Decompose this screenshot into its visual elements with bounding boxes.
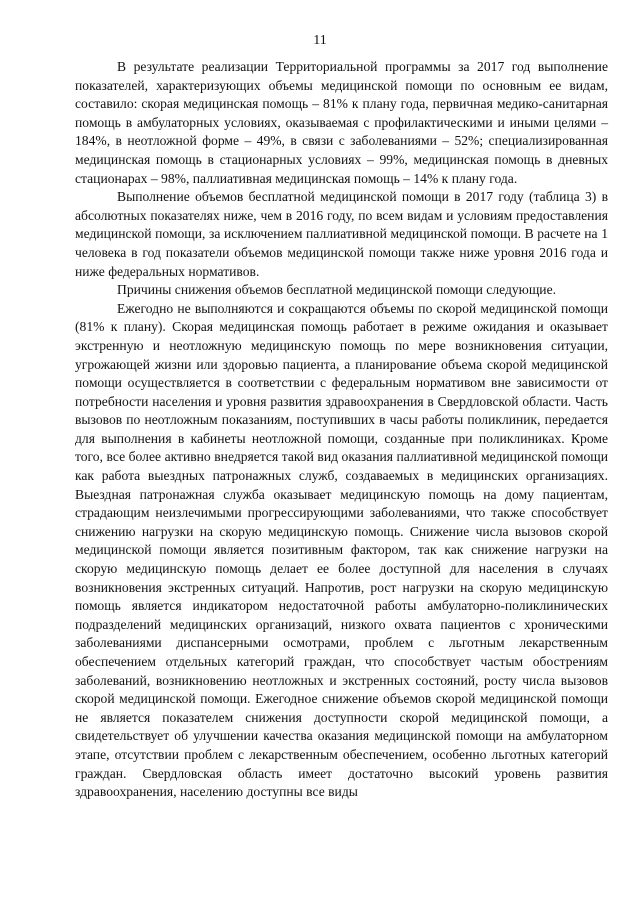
paragraph-program-results: В результате реализации Территориальной программы за 2017 год выполнение показателей, характеризующих объемы медицинской помощи по основным ее видам, составило: скорая медицинская помощь – 81% к плану года, первичная медико-санитарная помощь в амбулаторных условиях, оказываемая с профилактическими и иными целями – 184%, в неотложной форме – 49%, в связи с заболеваниями – 52%; специализированная медицинская помощь в стационарных условиях – 99%, медицинская помощь в дневных стационарах – 98%, паллиативная медицинская помощь – 14% к плану года. bbox=[75, 59, 608, 186]
page-number: 11 bbox=[313, 33, 327, 48]
paragraph-reasons-intro: Причины снижения объемов бесплатной медицинской помощи следующие. bbox=[117, 282, 557, 298]
document-body bbox=[75, 58, 608, 802]
paragraph-emergency-care: Ежегодно не выполняются и сокращаются объемы по скорой медицинской помощи (81% к плану). Скорая медицинская помощь работает в режиме ожидания и оказывает экстренную и неотложную медицинскую помощь по мере возникновения ситуации, угрожающей жизни или здоровью пациента, а планирование объема скорой медицинской помощи осуществляется в соответствии с федеральным нормативом вне зависимости от потребности населения и уровня развития здравоохранения в Свердловской области. Часть вызовов по неотложным показаниям, поступивших в часы работы поликлиник, передается для выполнения в кабинеты неотложной помощи, созданные при поликлиниках. Кроме того, все более активно внедряется такой вид оказания паллиативной медицинской помощи как работа выездных патронажных служб, создаваемых в медицинских организациях. Выездная патронажная служба оказывает медицинскую помощь на дому пациентам, страдающим неизлечимыми прогрессирующими заболеваниями, что также способствует снижению нагрузки на скорую медицинскую помощь. Снижение числа вызовов скорой медицинской помощи является позитивным фактором, так как снижение нагрузки на скорую медицинскую помощь делает ее более доступной для населения в случаях возникновения экстренных ситуаций. Напротив, рост нагрузки на скорую медицинскую помощь является индикатором недостаточной работы амбулаторно-поликлинических подразделений медицинских организаций, низкого охвата пациентов с хроническими заболеваниями диспансерными осмотрами, проблем с льготным лекарственным обеспечением отдельных категорий граждан, что способствует частым обострениям заболеваний, возникновению неотложных и экстренных состояний, росту числа вызовов скорой медицинской помощи. Ежегодное снижение объемов скорой медицинской помощи не является показателем снижения доступности скорой медицинской помощи, а свидетельствует об улучшении качества оказания медицинской помощи на амбулаторном этапе, отсутствии проблем с лекарственным обеспечением, особенно льготных категорий граждан. Свердловская область имеет достаточно высокий уровень развития здравоохранения, населению доступны все виды bbox=[75, 300, 608, 800]
paragraph-volume-comparison: Выполнение объемов бесплатной медицинской помощи в 2017 году (таблица 3) в абсолютных показателях ниже, чем в 2016 году, по всем видам и условиям предоставления медицинской помощи, за исключением паллиативной медицинской помощи. В расчете на 1 человека в год показатели объемов медицинской помощи также ниже уровня 2016 года и ниже федеральных нормативов. bbox=[75, 189, 608, 279]
